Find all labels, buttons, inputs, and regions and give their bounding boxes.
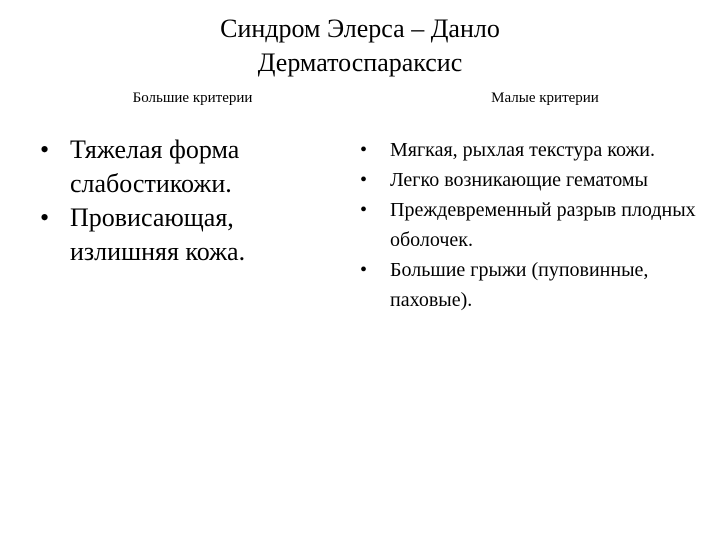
list-item: • Большие грыжи (пуповинные, паховые). bbox=[360, 255, 710, 315]
list-item: • Провисающая, излишняя кожа. bbox=[40, 201, 300, 269]
minor-criteria-list bbox=[360, 135, 710, 315]
list-item: • Преждевременный разрыв плодных оболочек. bbox=[360, 195, 710, 255]
minor-criteria-heading: Малые критерии bbox=[491, 90, 599, 106]
list-item: • Легко возникающие гематомы bbox=[360, 165, 710, 195]
major-criteria-list bbox=[40, 133, 300, 269]
slide-title bbox=[0, 12, 720, 80]
title-line-2: Дерматоспараксис bbox=[257, 48, 463, 77]
major-criteria-heading: Большие критерии bbox=[132, 90, 253, 106]
title-line-1: Синдром Элерса – Данло bbox=[220, 14, 500, 43]
list-item: • Тяжелая форма слабостикожи. bbox=[40, 133, 300, 201]
list-item: • Мягкая, рыхлая текстура кожи. bbox=[360, 135, 710, 165]
